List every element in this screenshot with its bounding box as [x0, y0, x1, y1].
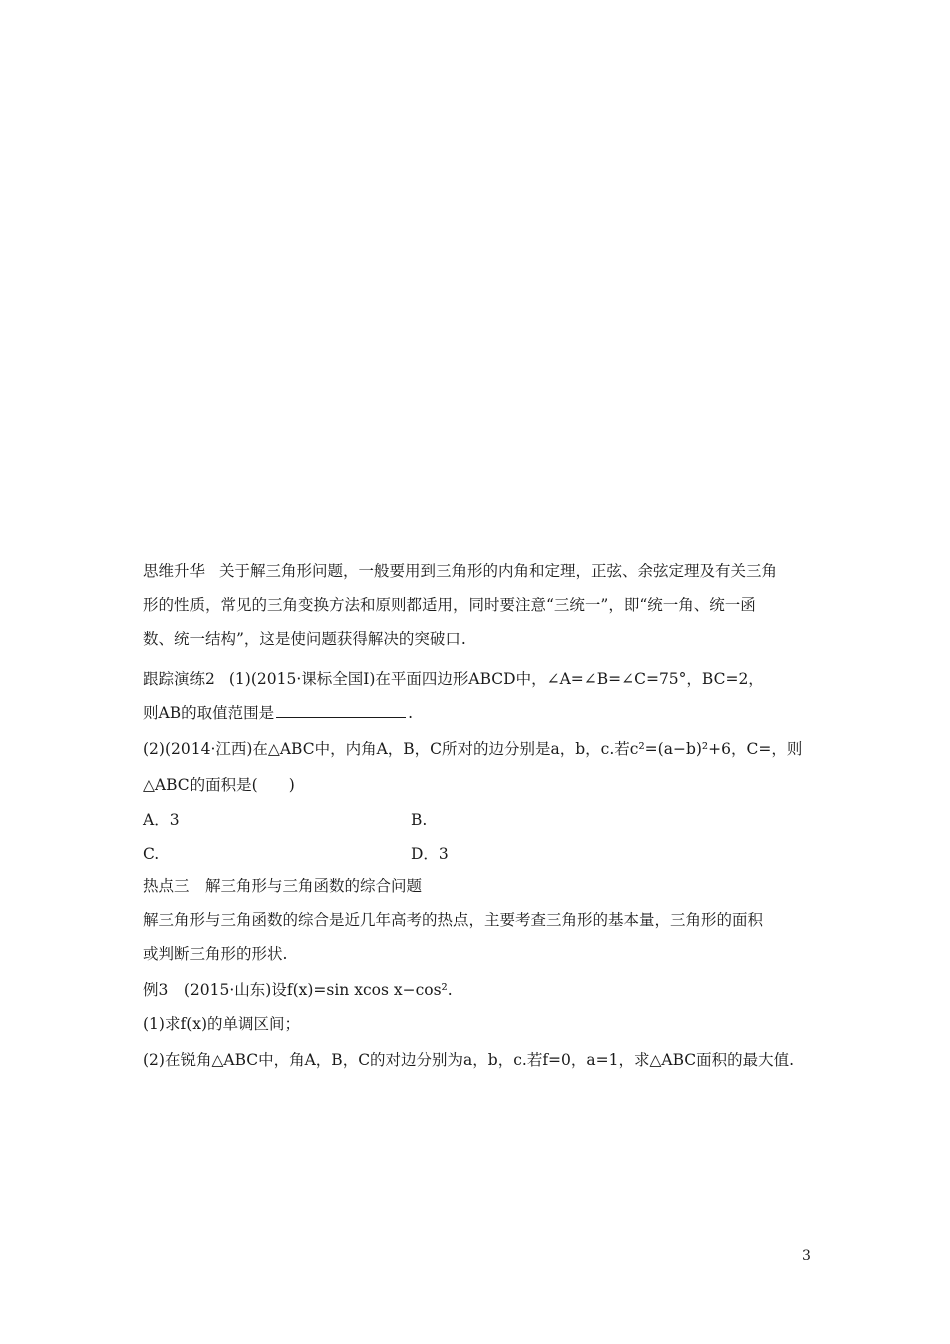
sublimation-label: 思维升华 [143, 562, 206, 580]
practice2-q2-line-2: △ABC的面积是( ) [143, 776, 295, 794]
sublimation-line-2: 形的性质，常见的三角变换方法和原则都适用，同时要注意“三统一”，即“统一角、统一函 [143, 596, 756, 614]
practice2-q1-line-2: 则AB的取值范围是 . [143, 704, 414, 722]
example3-line-1: 例3 (2015·山东)设f(x)=sin xcos x−cos². [143, 981, 453, 999]
hotspot3-line-2: 或判断三角形的形状. [143, 945, 288, 963]
option-c: C. [143, 845, 160, 863]
page-number: 3 [802, 1248, 811, 1264]
hotspot3-title: 热点三 解三角形与三角函数的综合问题 [143, 877, 423, 895]
example3-q2: (2)在锐角△ABC中，角A，B，C的对边分别为a，b，c.若f=0，a=1，求△ABC面积的最大值. [143, 1051, 795, 1069]
option-d: D．3 [411, 845, 449, 863]
option-b: B. [411, 811, 428, 829]
practice2-q1-line-1: 跟踪演练2 (1)(2015·课标全国Ⅰ)在平面四边形ABCD中，∠A=∠B=∠C=75°，BC=2， [143, 670, 764, 688]
example3-q1: (1)求f(x)的单调区间； [143, 1015, 301, 1033]
practice2-label: 跟踪演练2 [143, 670, 215, 688]
practice2-q2-line-1: (2)(2014·江西)在△ABC中，内角A，B，C所对的边分别是a，b，c.若c²=(a−b)²+6，C=，则 [143, 740, 803, 758]
answer-blank [276, 703, 406, 718]
sublimation-line-3: 数、统一结构”，这是使问题获得解决的突破口. [143, 630, 466, 648]
hotspot3-line-1: 解三角形与三角函数的综合是近几年高考的热点，主要考查三角形的基本量，三角形的面积 [143, 911, 764, 929]
sublimation-line-1: 思维升华 关于解三角形问题，一般要用到三角形的内角和定理，正弦、余弦定理及有关三角 [143, 562, 778, 580]
option-a: A．3 [143, 811, 180, 829]
